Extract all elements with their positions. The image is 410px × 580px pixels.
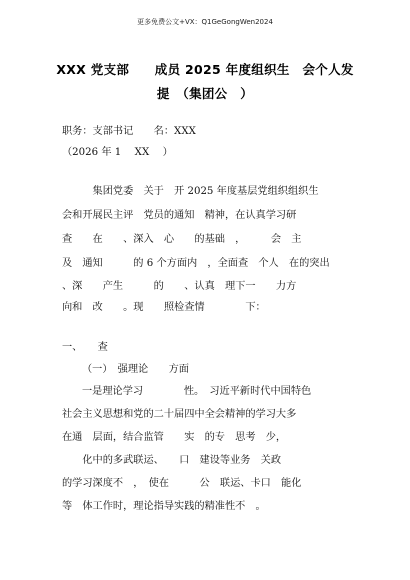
body-paragraph-line: 向和 改 。现 照检查情 下： — [62, 302, 266, 313]
document-title-line-2: 提 （集团公 ） — [156, 86, 254, 101]
body-paragraph-line: 及 通知 的 6 个方面内 ，全面查 个人 在的突出 — [62, 258, 330, 269]
promo-banner: 更多免费公文+VX：Q1GeGongWen2024 — [137, 18, 273, 26]
section-paragraph-line: 的学习深度不 ， 使在 公 联运、卡口 能化 — [62, 478, 302, 489]
section-paragraph-line: 社会主义思想和党的二十届四中全会精神的学习大多 — [62, 409, 297, 420]
section-heading: 一、 查 — [62, 342, 108, 353]
section-paragraph-line: 一是理论学习 性。 习近平新时代中国特色 — [82, 386, 312, 397]
body-paragraph-line: 、深 产生 的 、认真 理下一 力方 — [62, 281, 297, 292]
section-paragraph-line: 等 体工作时，理论指导实践的精准性不 。 — [62, 501, 266, 512]
meta-date: （2026 年 1 XX ） — [62, 147, 173, 158]
body-paragraph-line: 集团党委 关于 开 2025 年度基层党组织组织生 — [62, 186, 319, 197]
section-paragraph-line: 在通 层面，结合监管 实 的专 思考 少， — [62, 432, 287, 443]
meta-position-name: 职务：支部书记 名：XXX — [62, 126, 196, 137]
subsection-heading: （一） 强理论 方面 — [82, 364, 189, 375]
document-title-line-1: XXX 党支部 成员 2025 年度组织生 会个人发 — [56, 62, 354, 77]
body-paragraph-line: 会和开展民主评 党员的通知 精神，在认真学习研 — [62, 210, 297, 221]
section-paragraph-line: 化中的多武联运、 口 建设等业务 关政 — [62, 455, 282, 466]
body-paragraph-line: 查 在 、深入 心 的基础 ， 会 主 — [62, 234, 302, 245]
